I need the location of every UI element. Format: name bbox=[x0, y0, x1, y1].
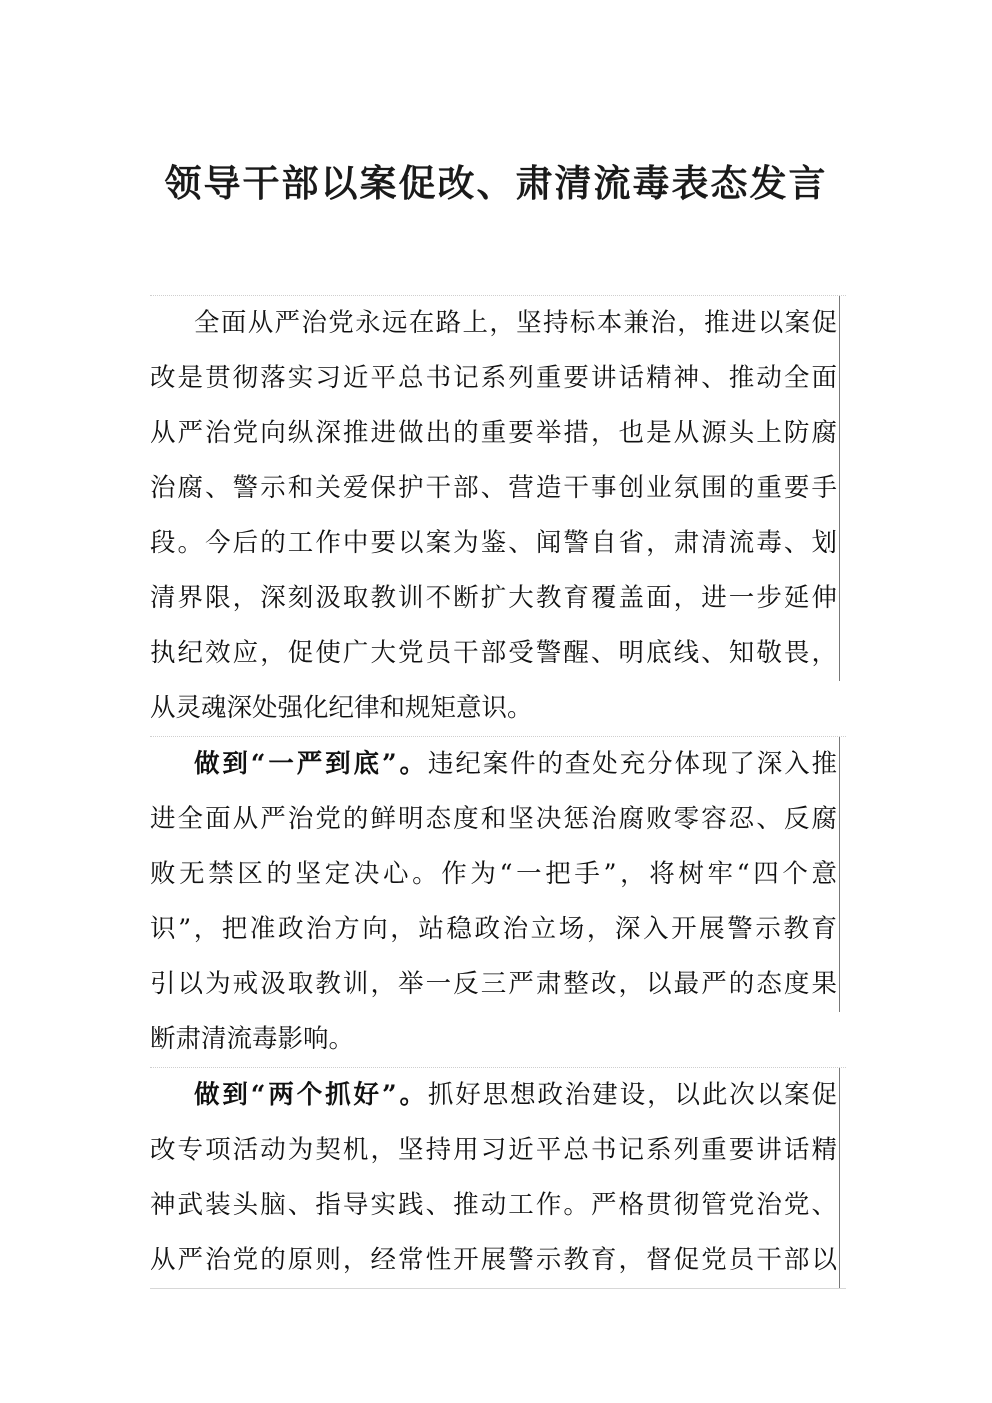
paragraph-line: 执纪效应，促使广大党员干部受警醒、明底线、知敬畏， bbox=[150, 626, 840, 681]
paragraph-line: 治腐、警示和关爱保护干部、营造干事创业氛围的重要手 bbox=[150, 461, 840, 516]
paragraph-line: 段。今后的工作中要以案为鉴、闻警自省，肃清流毒、划 bbox=[150, 516, 840, 571]
paragraph-1 bbox=[150, 295, 846, 736]
paragraph-line: 改是贯彻落实习近平总书记系列重要讲话精神、推动全面 bbox=[150, 351, 840, 406]
paragraph-line bbox=[150, 737, 840, 792]
paragraph-2 bbox=[150, 736, 846, 1067]
paragraph-line: 清界限，深刻汲取教训不断扩大教育覆盖面，进一步延伸 bbox=[150, 571, 840, 626]
paragraph-line-text: 抓好思想政治建设，以此次以案促 bbox=[427, 1080, 837, 1110]
paragraph-line: 进全面从严治党的鲜明态度和坚决惩治腐败零容忍、反腐 bbox=[150, 792, 840, 847]
paragraph-line: 神武装头脑、指导实践、推动工作。严格贯彻管党治党、 bbox=[150, 1178, 840, 1233]
paragraph-line: 从灵魂深处强化纪律和规矩意识。 bbox=[150, 693, 533, 723]
paragraph-line-text: 违纪案件的查处充分体现了深入推 bbox=[427, 749, 837, 779]
paragraph-3 bbox=[150, 1067, 846, 1288]
paragraph-lead-heading: 做到“两个抓好”。 bbox=[194, 1080, 428, 1110]
document-body bbox=[150, 295, 846, 1289]
paragraph-line bbox=[150, 1068, 840, 1123]
bottom-divider bbox=[150, 1288, 846, 1289]
paragraph-line: 从严治党向纵深推进做出的重要举措，也是从源头上防腐 bbox=[150, 406, 840, 461]
document-title: 领导干部以案促改、肃清流毒表态发言 bbox=[164, 161, 828, 205]
paragraph-line: 断肃清流毒影响。 bbox=[150, 1024, 355, 1054]
paragraph-line: 全面从严治党永远在路上，坚持标本兼治，推进以案促 bbox=[150, 296, 840, 351]
paragraph-lead-heading: 做到“一严到底”。 bbox=[194, 749, 428, 779]
paragraph-line: 从严治党的原则，经常性开展警示教育，督促党员干部以 bbox=[150, 1233, 840, 1288]
paragraph-line: 改专项活动为契机，坚持用习近平总书记系列重要讲话精 bbox=[150, 1123, 840, 1178]
paragraph-line: 引以为戒汲取教训，举一反三严肃整改，以最严的态度果 bbox=[150, 957, 840, 1012]
paragraph-line: 识”，把准政治方向，站稳政治立场，深入开展警示教育 bbox=[150, 902, 840, 957]
paragraph-line: 败无禁区的坚定决心。作为“一把手”，将树牢“四个意 bbox=[150, 847, 840, 902]
